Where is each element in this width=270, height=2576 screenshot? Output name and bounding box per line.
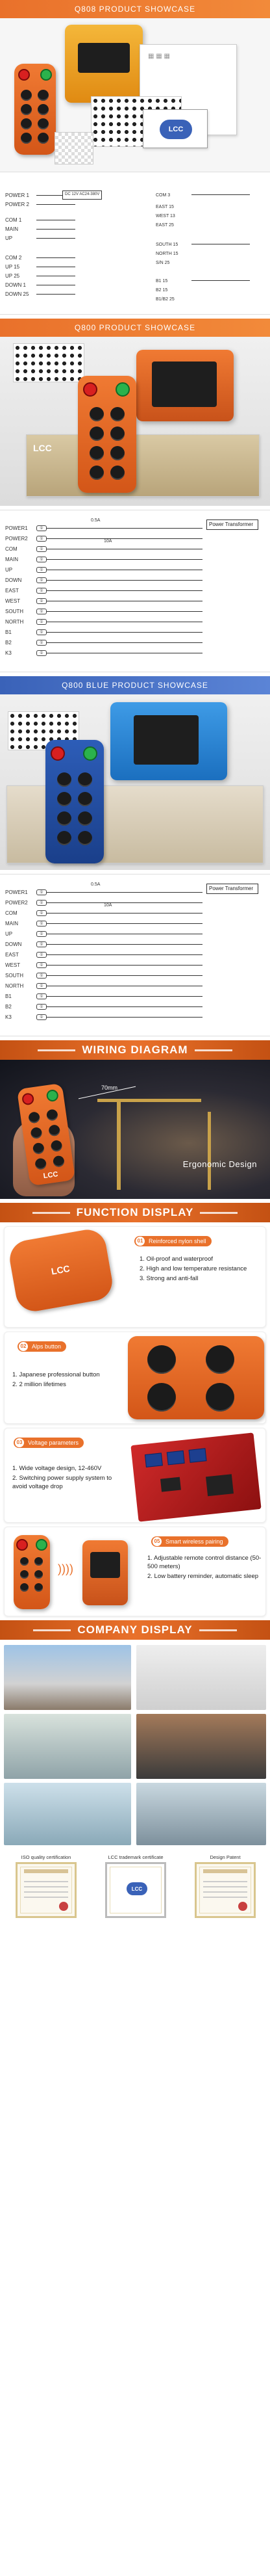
wire-label: UP xyxy=(5,235,13,241)
wire-label: DOWN xyxy=(5,941,22,947)
wiring-row xyxy=(5,1002,202,1011)
cert-title-patent: Design Patent xyxy=(210,1854,241,1860)
function-card-voltage xyxy=(4,1428,266,1523)
wiring-row xyxy=(5,586,202,595)
wire-label: NORTH xyxy=(5,982,24,989)
function-display-banner xyxy=(0,1203,270,1222)
terminal-icon: ① xyxy=(36,546,47,552)
trademark-certificate xyxy=(105,1862,166,1918)
wire-label: DOWN 1 xyxy=(5,282,26,288)
wire-label: MAIN xyxy=(5,226,18,232)
terminal-icon: ① xyxy=(36,588,47,594)
terminal-icon: ① xyxy=(36,941,47,947)
wire-label: B2 xyxy=(5,1003,12,1010)
pcb-board-image xyxy=(130,1432,261,1521)
wiring-row xyxy=(5,981,202,990)
terminal-icon: ① xyxy=(36,931,47,937)
ergonomic-caption: Ergonomic Design xyxy=(182,1159,257,1169)
function-card-pairing xyxy=(4,1527,266,1616)
wiring-row xyxy=(5,648,202,657)
terminal-icon: ① xyxy=(36,983,47,989)
power-transformer-box: Power Transformer xyxy=(206,519,258,530)
wire-label: POWER 2 xyxy=(5,201,29,207)
wire-label: B2 xyxy=(5,639,12,646)
terminal-icon: ① xyxy=(36,1004,47,1010)
wire-label: K3 xyxy=(5,1014,12,1020)
terminal-icon: ① xyxy=(36,598,47,604)
wiring-row xyxy=(5,919,202,928)
wire-label: WEST xyxy=(5,598,21,604)
terminal-icon: ① xyxy=(36,993,47,999)
q808-showcase-banner xyxy=(0,0,270,18)
terminal-icon: ① xyxy=(36,1014,47,1020)
wiring-row xyxy=(5,960,202,969)
wiring-row xyxy=(5,523,202,532)
wiring-row xyxy=(5,929,202,938)
wire-label: EAST xyxy=(5,587,19,594)
wiring-row xyxy=(5,565,202,574)
wire-label: POWER2 xyxy=(5,535,28,542)
wiring-row xyxy=(5,992,202,1001)
remote-logo: LCC xyxy=(50,1263,71,1277)
wiring-row xyxy=(5,575,202,585)
wire-label: EAST 15 xyxy=(156,204,174,209)
company-office-photo xyxy=(136,1645,266,1710)
terminal-icon: ① xyxy=(36,577,47,583)
wiring-diagram-title: WIRING DIAGRAM xyxy=(82,1044,188,1056)
voltage-switch: DC 12V AC24-380V xyxy=(62,191,102,199)
wire-label: COM 1 xyxy=(5,217,22,223)
alps-button-closeup xyxy=(128,1336,264,1419)
q808-remote xyxy=(14,64,56,155)
wire-label: MAIN xyxy=(5,920,18,927)
iso-certificate xyxy=(16,1862,77,1918)
company-display-title: COMPANY DISPLAY xyxy=(77,1623,193,1636)
pairing-remote xyxy=(14,1535,50,1609)
terminal-icon: ① xyxy=(36,921,47,927)
wire-label: POWER2 xyxy=(5,899,28,906)
cert-lcc-logo: LCC xyxy=(127,1882,147,1895)
terminal-icon: ① xyxy=(36,629,47,635)
wire-label: EAST 25 xyxy=(156,222,174,228)
terminal-icon: ① xyxy=(36,650,47,656)
terminal-icon: ① xyxy=(36,910,47,916)
lcc-logo-badge: LCC xyxy=(160,120,192,139)
feature-list-voltage: 1. Wide voltage design, 12-460V 2. Switching power supply system to avoid voltage drop xyxy=(12,1465,112,1490)
power-transformer-box: Power Transformer xyxy=(206,884,258,894)
wire-label: B1 xyxy=(5,993,12,999)
certificates-row xyxy=(0,1849,270,1922)
wire-label: COM xyxy=(5,910,18,916)
wire-label: DOWN 25 xyxy=(5,291,29,297)
wire-label: SOUTH 15 xyxy=(156,242,178,247)
q808-package-box: ▦ ▦ ▦ xyxy=(140,44,237,135)
wiring-row xyxy=(5,544,202,553)
q800blue-receiver xyxy=(110,702,227,780)
terminal-icon: ① xyxy=(36,640,47,646)
function-card-shell xyxy=(4,1226,266,1328)
wire-label: WEST xyxy=(5,962,21,968)
q800-wiring-diagram xyxy=(0,510,270,672)
feature-tag-voltage: 03 Voltage parameters xyxy=(14,1438,84,1448)
wire-label: COM 3 xyxy=(156,192,171,198)
q800blue-remote xyxy=(45,740,104,863)
q800blue-showcase-title: Q800 BLUE PRODUCT SHOWCASE xyxy=(62,681,208,690)
q800-package-box xyxy=(26,434,260,497)
wire-label: B2 15 xyxy=(156,287,168,293)
feature-tag-button: 02 Alps button xyxy=(18,1341,66,1352)
wire-label: K3 xyxy=(5,650,12,656)
wire-label: SOUTH xyxy=(5,972,23,979)
wire-label: UP xyxy=(5,566,13,573)
company-lab-photo xyxy=(136,1783,266,1845)
design-patent-certificate xyxy=(195,1862,256,1918)
q800blue-product-photo xyxy=(0,694,270,870)
function-card-button xyxy=(4,1332,266,1424)
q800-showcase-title: Q800 PRODUCT SHOWCASE xyxy=(74,323,196,332)
wire-label: DOWN xyxy=(5,577,22,583)
wire-label: S/N 25 xyxy=(156,260,170,265)
wiring-row xyxy=(5,887,202,897)
q800-receiver xyxy=(136,350,234,421)
terminal-icon: ① xyxy=(36,973,47,979)
company-production-photo xyxy=(4,1783,131,1845)
q800-sticker-sheet xyxy=(13,343,84,382)
q800blue-showcase-banner xyxy=(0,676,270,694)
wiring-row xyxy=(5,638,202,647)
wiring-row xyxy=(5,971,202,980)
company-building-photo xyxy=(4,1645,131,1710)
wiring-row xyxy=(5,617,202,626)
wire-label: POWER1 xyxy=(5,889,28,895)
terminal-icon: ① xyxy=(36,952,47,958)
function-display-title: FUNCTION DISPLAY xyxy=(76,1206,194,1218)
wiring-row xyxy=(5,940,202,949)
box-logo: LCC xyxy=(33,443,52,453)
cert-title-iso: ISO quality certification xyxy=(21,1854,71,1860)
company-display-banner xyxy=(0,1620,270,1640)
wire-label: POWER1 xyxy=(5,525,28,531)
fuse-label-2: 10A xyxy=(104,902,112,908)
terminal-icon: ① xyxy=(36,557,47,562)
q808-lcc-card xyxy=(143,109,208,148)
wire-label: POWER 1 xyxy=(5,192,29,198)
ergonomic-design-photo xyxy=(0,1060,270,1199)
q808-product-photo xyxy=(0,18,270,172)
remote-logo: LCC xyxy=(43,1170,59,1181)
wiring-row xyxy=(5,627,202,637)
wire-label: NORTH 15 xyxy=(156,251,178,256)
company-photo-grid xyxy=(0,1640,270,1849)
remote-shell-image xyxy=(7,1227,116,1314)
wireless-signal-icon: )))) xyxy=(58,1562,73,1575)
terminal-icon: ① xyxy=(36,567,47,573)
fuse-label-1: 0.5A xyxy=(91,882,101,887)
wire-label: SOUTH xyxy=(5,608,23,614)
wire-label: COM xyxy=(5,545,18,552)
wiring-row xyxy=(5,1012,202,1021)
q808-wiring-diagram xyxy=(0,172,270,315)
wire-label: UP xyxy=(5,930,13,937)
wire-label: B1/B2 25 xyxy=(156,296,175,302)
terminal-icon: ① xyxy=(36,609,47,614)
wiring-diagram-banner xyxy=(0,1040,270,1060)
wire-label: B1 15 xyxy=(156,278,168,283)
cert-title-trademark: LCC trademark certificate xyxy=(108,1854,164,1860)
feature-tag-pairing: 05 Smart wireless pairing xyxy=(151,1536,228,1547)
fuse-label-2: 10A xyxy=(104,538,112,544)
feature-list-button: 1. Japanese professional button 2. 2 million lifetimes xyxy=(12,1371,100,1388)
q808-receiver xyxy=(65,25,143,103)
wire-label: UP 25 xyxy=(5,272,20,279)
feature-list-shell: 1. Oil-proof and waterproof 2. High and low temperature resistance 3. Strong and anti-fall xyxy=(140,1255,247,1282)
dimension-label: 70mm xyxy=(101,1084,118,1091)
wiring-row xyxy=(5,607,202,616)
wire-label: UP 15 xyxy=(5,263,20,270)
feature-tag-shell: 01 Reinforced nylon shell xyxy=(134,1236,212,1246)
wire-label: WEST 13 xyxy=(156,213,175,218)
fuse-label-1: 0.5A xyxy=(91,518,101,523)
wire-label: COM 2 xyxy=(5,254,22,261)
q800-showcase-banner xyxy=(0,319,270,337)
company-assembly-photo xyxy=(136,1714,266,1779)
wire-label: MAIN xyxy=(5,556,18,562)
wire-label: B1 xyxy=(5,629,12,635)
wiring-row xyxy=(5,950,202,959)
pairing-receiver xyxy=(82,1540,128,1605)
wiring-row xyxy=(5,596,202,605)
feature-list-pairing: 1. Adjustable remote control distance (50-500 meters) 2. Low battery reminder, automatic sleep xyxy=(147,1555,262,1580)
wiring-row xyxy=(5,908,202,917)
wire-label: NORTH xyxy=(5,618,24,625)
q800blue-wiring-diagram xyxy=(0,874,270,1036)
wire-label: EAST xyxy=(5,951,19,958)
q800-product-photo xyxy=(0,337,270,506)
q808-showcase-title: Q808 PRODUCT SHOWCASE xyxy=(74,5,196,14)
terminal-icon: ① xyxy=(36,619,47,625)
terminal-icon: ① xyxy=(36,900,47,906)
company-workshop-photo xyxy=(4,1714,131,1779)
terminal-icon: ① xyxy=(36,525,47,531)
q808-sticker-pack xyxy=(55,132,93,164)
q800-remote xyxy=(78,376,136,493)
terminal-icon: ① xyxy=(36,962,47,968)
terminal-icon: ① xyxy=(36,889,47,895)
wiring-row xyxy=(5,555,202,564)
terminal-icon: ① xyxy=(36,536,47,542)
